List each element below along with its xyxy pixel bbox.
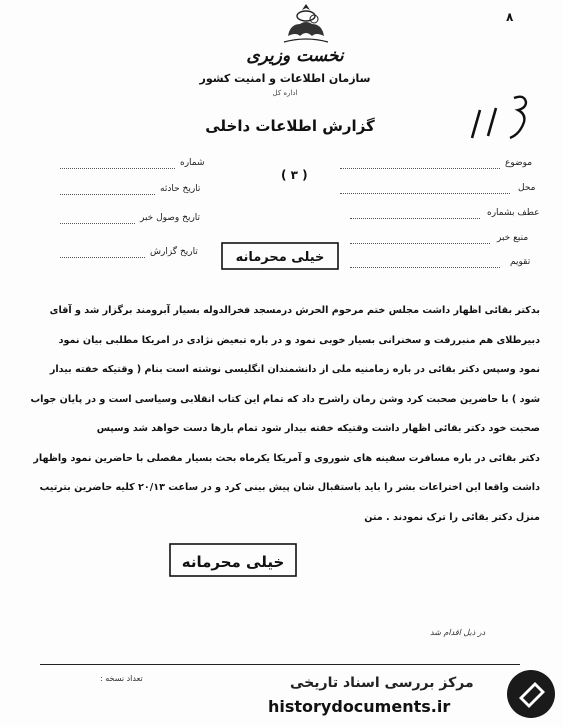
copies-count-label: تعداد نسخه :	[100, 674, 143, 683]
field-receipt-date: تاریخ وصول خبر	[140, 213, 201, 223]
field-followup-line	[350, 218, 480, 219]
field-source-line	[350, 243, 490, 244]
body-line: منزل دکتر بقائی را ترک نمودند . متن	[364, 511, 540, 523]
field-report-date-line	[60, 257, 145, 258]
bottom-confidential-stamp-text: خیلی محرمانه	[181, 553, 285, 571]
watermark-text: مرکز بررسی اسناد تاریخی	[290, 675, 474, 691]
body-line: صحبت خود دکتر بقائی اظهار داشت وقتیکه خفته بیدار شود تمام بارها دست خواهد شد وسپس	[96, 423, 540, 434]
handwritten-reference-number	[452, 92, 542, 142]
subunit-label: اداره کل	[272, 89, 298, 97]
footer-divider	[40, 664, 520, 665]
body-line: داشت واقعا این اختراعات بشر را باید باستقبال شان پیش بینی کرد و در ساعت ۲۰/۱۳ کلیه حاضرین بترتیب	[39, 482, 540, 493]
field-place: محل	[518, 183, 536, 193]
bottom-confidential-stamp	[168, 540, 298, 580]
field-report-date: تاریخ گزارش	[150, 247, 198, 257]
field-number: شماره	[180, 158, 205, 168]
confidential-stamp-text: خیلی محرمانه	[235, 250, 325, 265]
field-receipt-date-line	[60, 223, 135, 224]
footer-note: در ذیل اقدام شد	[430, 628, 486, 637]
field-subject-line	[340, 168, 500, 169]
body-line: نمود وسپس دکتر بقائی در باره زمامنیه ملی از دانشمندان انگلیسی نوشته است بنام ( وقتیکه خفته بیدار	[49, 364, 540, 375]
field-event-date: تاریخ حادثه	[160, 184, 201, 194]
office-title: نخست وزیری	[246, 46, 344, 66]
field-number-line	[60, 168, 175, 169]
watermark-url: historydocuments.ir	[268, 697, 451, 716]
body-line: دبیرطلای هم منبررفت و سخنرانی بسیار خوبی نمود و در باره تبعیض نژادی در امریکا مطلبی بیان نمود	[58, 334, 540, 346]
report-number: ( ۳ )	[281, 168, 308, 182]
corner-mark: ۸	[506, 10, 514, 24]
field-place-line	[340, 193, 510, 194]
field-source: منبع خبر	[497, 233, 529, 243]
lion-and-sun-emblem-icon	[276, 2, 336, 46]
confidential-stamp	[220, 241, 340, 271]
field-evaluation-line	[350, 267, 500, 268]
body-line: شود ) با حاضرین صحبت کرد وشن رمان راشرح داد که تمام این کتاب انقلابی وسیاسی است و در پایان جواب	[30, 393, 540, 405]
body-line: دکتر بقائی در باره مسافرت سفینه های شوروی و آمریکا یکرماه بحث بسیار مفصلی با حاضرین نمود واظهار	[33, 452, 540, 464]
field-evaluation: تقویم	[510, 257, 531, 267]
archive-logo-icon	[505, 668, 557, 720]
report-title: گزارش اطلاعات داخلی	[205, 117, 375, 135]
organization-name: سازمان اطلاعات و امنیت کشور	[199, 72, 371, 85]
body-line: بدکتر بقائی اظهار داشت مجلس ختم مرحوم الحرش درمسجد فخرالدوله بسیار آبرومند برگزار شد و آقای	[49, 305, 540, 316]
field-followup: عطف بشماره	[487, 208, 540, 218]
field-subject: موضوع	[505, 158, 533, 168]
field-event-date-line	[60, 194, 155, 195]
report-body	[12, 296, 540, 532]
